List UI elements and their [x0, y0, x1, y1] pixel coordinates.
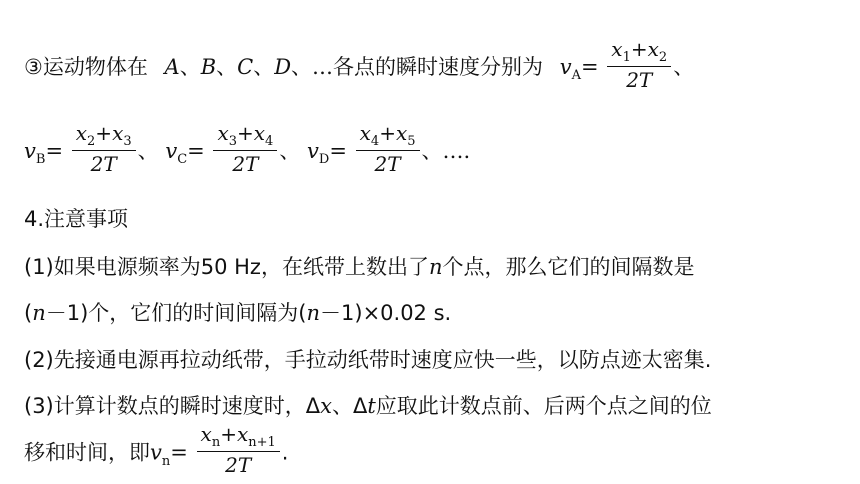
vn-numerator: $x_n+x_{n+1}$ [200, 422, 276, 450]
intro-text-after: 各点的瞬时速度分别为 [333, 55, 544, 79]
note-item-1-line-1 [24, 251, 695, 281]
point-c: C [237, 55, 254, 79]
var-x: x [320, 394, 332, 418]
va-fraction [607, 36, 671, 93]
point-a: A [164, 55, 180, 79]
equals-sign: = [581, 55, 599, 79]
vc-subscript: C [177, 152, 188, 167]
section-heading: 4.注意事项 [24, 207, 129, 231]
note-item-1-line-2 [24, 297, 451, 327]
note-item-3-line-1 [24, 390, 712, 420]
va-denominator: 2T [626, 68, 653, 92]
var-t: t [367, 394, 376, 418]
line-tail: 、 [673, 55, 695, 79]
note-text: 应取此计数点前、后两个点之间的位 [375, 394, 712, 418]
va-symbol: v [559, 55, 572, 79]
va-numerator: $x_1+x_2$ [611, 37, 668, 65]
intro-text: ③运动物体在 [24, 55, 148, 79]
separator: 、 [279, 139, 301, 163]
equals-sign: = [187, 139, 205, 163]
vc-symbol: v [165, 139, 178, 163]
note-text: －1)×0.02 s. [320, 301, 452, 325]
vd-subscript: D [318, 152, 330, 167]
line-velocities-intro [24, 37, 695, 97]
note-item-2: (2)先接通电源再拉动纸带，手拉动纸带时速度应快一些，以防点迹太密集. [24, 348, 712, 372]
separator: 、 [179, 55, 201, 79]
separator: 、 [253, 55, 275, 79]
ellipsis: … [312, 55, 334, 79]
vd-numerator: $x_4+x_5$ [359, 121, 416, 149]
equals-sign: = [329, 139, 347, 163]
va-subscript: A [571, 68, 581, 83]
vn-denominator: 2T [225, 453, 252, 477]
vb-subscript: B [35, 152, 46, 167]
var-n: n [32, 301, 46, 325]
period: . [281, 440, 289, 465]
vd-symbol: v [307, 139, 319, 163]
vb-denominator: 2T [90, 152, 117, 176]
note-text: 、Δ [331, 394, 368, 418]
vb-symbol: v [24, 139, 36, 163]
note-text: －1)个，它们的时间间隔为( [45, 301, 307, 325]
separator: 、 [421, 139, 443, 163]
vb-numerator: $x_2+x_3$ [75, 121, 132, 149]
separator: 、 [216, 55, 238, 79]
var-n: n [306, 301, 321, 325]
separator: 、 [291, 55, 313, 79]
vd-fraction [356, 120, 420, 177]
equals-sign: = [170, 440, 188, 465]
line-velocities-more [24, 121, 471, 181]
vc-numerator: $x_3+x_4$ [217, 121, 274, 149]
vn-fraction [197, 421, 280, 478]
vn-symbol: v [150, 440, 162, 465]
note-item-3-line-2 [24, 422, 289, 482]
note-text: 移和时间，即 [24, 440, 150, 465]
vb-fraction [72, 120, 136, 177]
note-text: 个点，那么它们的间隔数是 [442, 255, 695, 279]
note-text: (3)计算计数点的瞬时速度时，Δ [24, 394, 321, 418]
vn-subscript: n [161, 453, 171, 469]
separator: 、 [137, 139, 159, 163]
vc-denominator: 2T [232, 152, 259, 176]
point-d: D [274, 55, 292, 79]
note-text: ( [24, 301, 33, 325]
note-text: (1)如果电源频率为50 Hz，在纸带上数出了 [24, 255, 429, 279]
vc-fraction [213, 120, 277, 177]
var-n: n [428, 255, 443, 279]
equals-sign: = [45, 139, 64, 163]
point-b: B [200, 55, 217, 79]
line-tail: …. [442, 139, 471, 163]
vd-denominator: 2T [374, 152, 401, 176]
